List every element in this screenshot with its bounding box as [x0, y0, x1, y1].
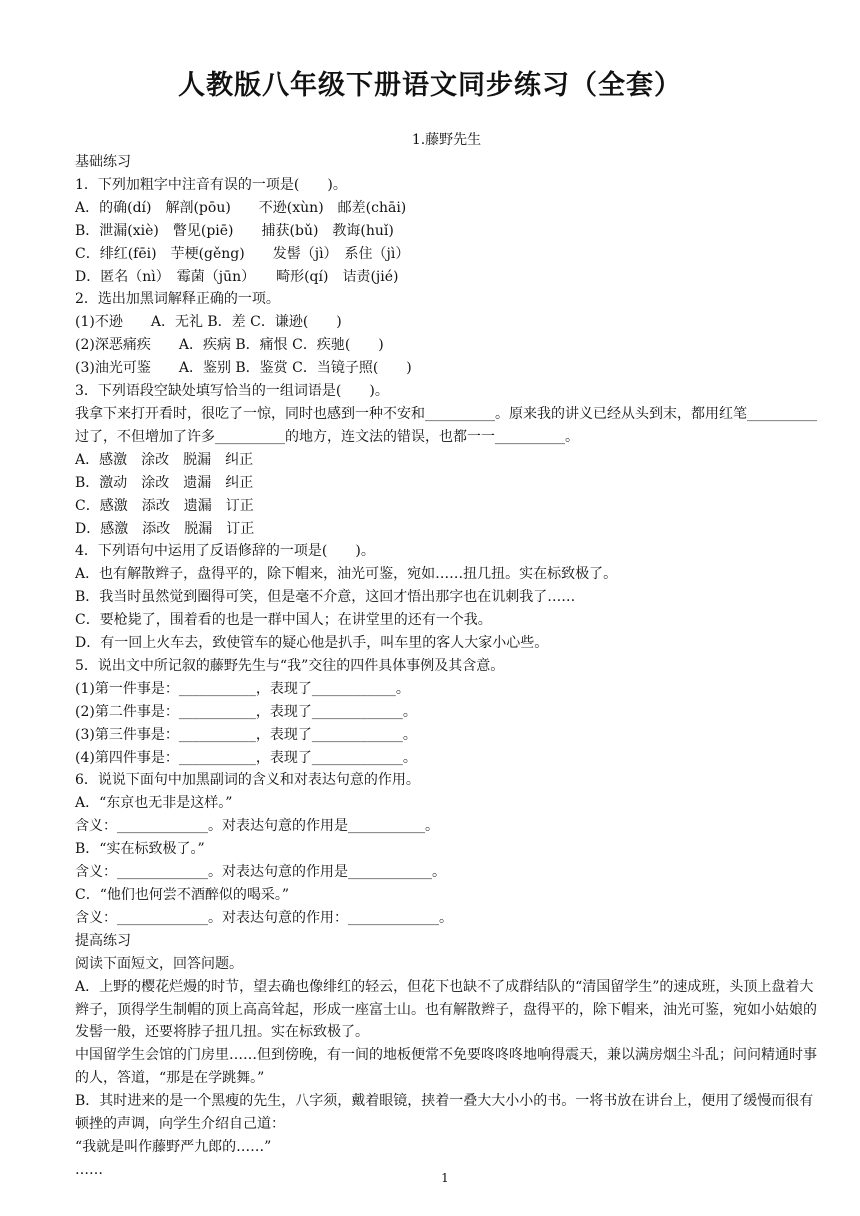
text-line: B．其时进来的是一个黑瘦的先生，八字须，戴着眼镜，挟着一叠大大小小的书。一将书放在讲台上，便用了缓慢而很有顿挫的声调，向学生介绍自己道：	[75, 1093, 814, 1133]
text-line: C．“他们也何尝不酒醉似的喝采。”	[75, 887, 290, 903]
text-line: 基础练习	[75, 154, 131, 170]
text-line: 我拿下来打开看时，很吃了一惊，同时也感到一种不安和__________。原来我的讲义已经从头到末，都用红笔__________过了，不但增加了许多__________的地方，连文法的错误，也都一一__________。	[75, 405, 817, 445]
text-line: C．绯红(fēi) 芋梗(gěng) 发髻（jì） 系住（jì）	[75, 245, 410, 262]
text-line: 3．下列语段空缺处填写恰当的一组词语是( )。	[75, 383, 389, 400]
text-line: (1)不逊 A．无礼 B．差 C．谦逊( )	[75, 314, 342, 331]
text-line: “我就是叫作藤野严九郎的……”	[75, 1138, 272, 1155]
text-line: 2．选出加黑词解释正确的一项。	[75, 291, 280, 308]
text-line: (2)深恶痛疾 A．疾病 B．痛恨 C．疾驰( )	[75, 337, 384, 354]
document-title: 人教版八年级下册语文同步练习（全套）	[178, 70, 682, 101]
text-line: 含义：_____________。对表达句意的作用是____________。	[75, 864, 446, 881]
text-line: A．的确(dí) 解剖(pōu) 不逊(xùn) 邮差(chāi)	[75, 199, 407, 216]
text-line: 1．下列加粗字中注音有误的一项是( )。	[75, 176, 347, 193]
text-line: B．我当时虽然觉到圈得可笑，但是毫不介意，这回才悟出那字也在讥刺我了……	[75, 589, 576, 606]
text-line: D．匿名（nì） 霉菌（jūn） 畸形(qí) 诘责(jié)	[75, 268, 399, 285]
text-line: (1)第一件事是：___________，表现了____________。	[75, 680, 410, 697]
text-line: D．有一回上火车去，致使管车的疑心他是扒手，叫车里的客人大家小心些。	[75, 635, 549, 652]
text-line: 中国留学生会馆的门房里……但到傍晚，有一间的地板便常不免要咚咚咚地响得震天，兼以满房烟尘斗乱；问问精通时事的人，答道，“那是在学跳舞。”	[75, 1047, 817, 1087]
text-line: 6．说说下面句中加黑副词的含义和对表达句意的作用。	[75, 772, 420, 789]
text-line: (2)第二件事是：___________，表现了_____________。	[75, 703, 417, 720]
text-line: ……	[75, 1161, 103, 1178]
text-line: B．“实在标致极了。”	[75, 841, 205, 858]
text-line: C．感激 添改 遗漏 订正	[75, 497, 254, 514]
text-line: 阅读下面短文，回答问题。	[75, 955, 243, 972]
text-line: D．感激 添改 脱漏 订正	[75, 520, 255, 537]
lesson-title: 1.藤野先生	[411, 132, 482, 148]
page-number: 1	[441, 1171, 449, 1185]
text-line: (4)第四件事是：___________，表现了_____________。	[75, 749, 417, 766]
text-line: 4．下列语句中运用了反语修辞的一项是( )。	[75, 543, 375, 560]
text-line: 含义：_____________。对表达句意的作用是___________。	[75, 818, 439, 835]
text-line: A．也有解散辫子，盘得平的，除下帽来，油光可鉴，宛如……扭几扭。实在标致极了。	[75, 566, 618, 583]
text-line: B．泄漏(xiè) 瞥见(piē) 捕获(bǔ) 教诲(huǐ)	[75, 222, 394, 239]
text-line: 含义：_____________。对表达句意的作用：_____________。	[75, 909, 453, 926]
text-line: 5．说出文中所记叙的藤野先生与“我”交往的四件具体事例及其含意。	[75, 657, 505, 674]
text-line: B．激动 涂改 遗漏 纠正	[75, 474, 254, 491]
text-line: A．“东京也无非是这样。”	[75, 795, 233, 812]
document-body	[75, 151, 823, 1182]
text-line: 提高练习	[75, 932, 131, 949]
text-line: C．要枪毙了，围着看的也是一群中国人；在讲堂里的还有一个我。	[75, 612, 492, 629]
text-line: A．上野的樱花烂熳的时节，望去确也像绯红的轻云，但花下也缺不了成群结队的“清国留学生”的速成班，头顶上盘着大辫子，顶得学生制帽的顶上高高耸起，形成一座富士山。也有解散辫子，盘得平的，除下帽来，油光可鉴，宛如小姑娘的发髻一般，还要将脖子扭几扭。实在标致极了。	[75, 978, 817, 1041]
text-line: (3)油光可鉴 A．鉴别 B．鉴赏 C．当镜子照( )	[75, 360, 412, 377]
text-line: A．感激 涂改 脱漏 纠正	[75, 451, 254, 468]
text-line: (3)第三件事是：___________，表现了_____________。	[75, 726, 417, 743]
